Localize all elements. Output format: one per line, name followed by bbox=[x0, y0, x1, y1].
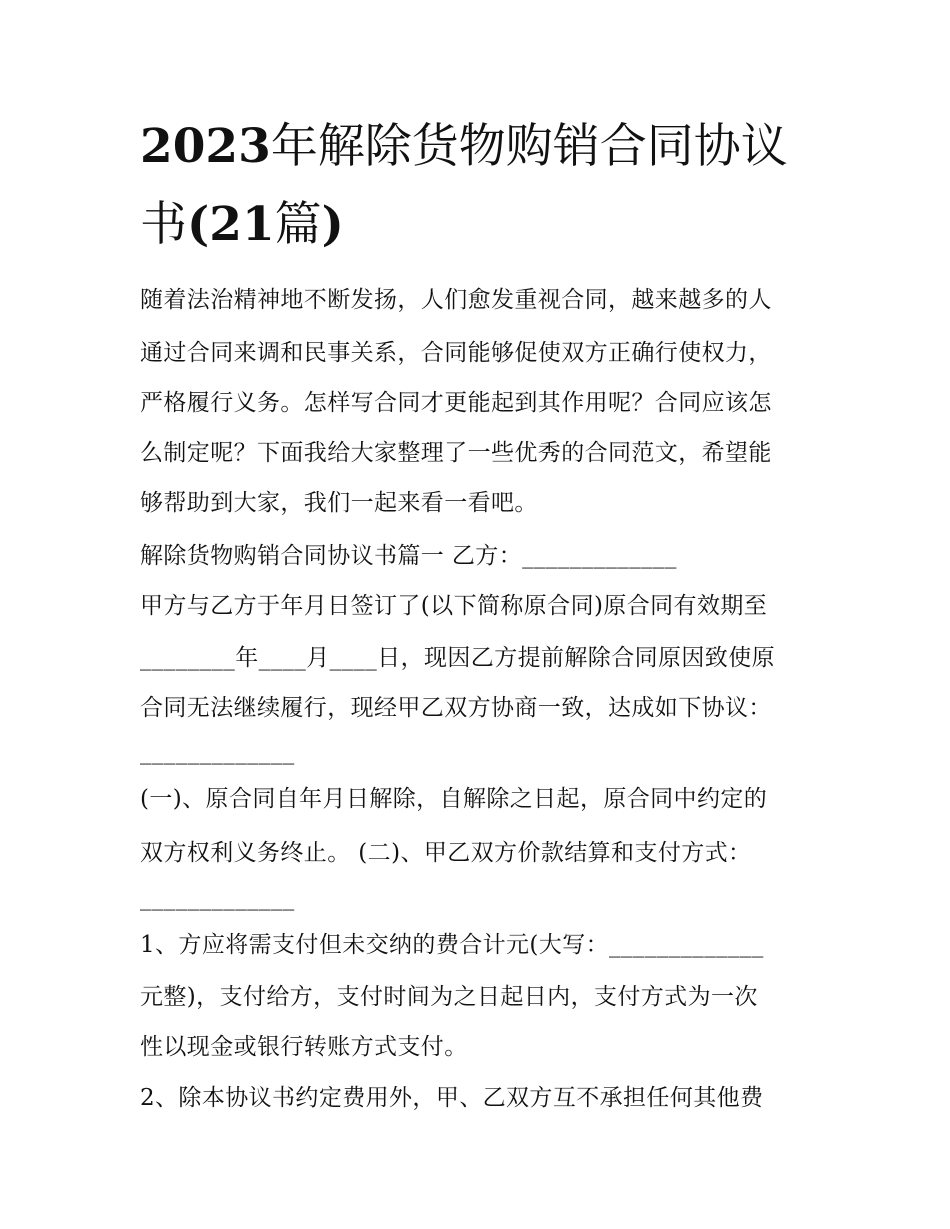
body-line: 2、除本协议书约定费用外，甲、乙双方互不承担任何其他费 bbox=[140, 1085, 764, 1111]
title-line-1 bbox=[140, 108, 830, 186]
blank-line: _____________ bbox=[140, 739, 295, 765]
title-text-2a: 书 bbox=[140, 197, 187, 252]
section-heading: 解除货物购销合同协议书篇一 乙方：_____________ bbox=[140, 543, 677, 569]
body-line: 1、方应将需支付但未交纳的费合计元(大写：_____________ bbox=[140, 932, 764, 958]
body-line: 够帮助到大家，我们一起来看一看吧。 bbox=[140, 490, 538, 516]
body-line: 合同无法继续履行，现经甲乙双方协商一致，达成如下协议： bbox=[140, 695, 772, 721]
body-line: 性以现金或银行转账方式支付。 bbox=[140, 1034, 468, 1060]
title-year: 2023 bbox=[140, 119, 271, 174]
body-line: ________年____月____日，现因乙方提前解除合同原因致使原 bbox=[140, 645, 775, 671]
body-line: 随着法治精神地不断发扬，人们愈发重视合同，越来越多的人 bbox=[140, 287, 772, 313]
body-line: 元整)，支付给方，支付时间为之日起日内，支付方式为一次 bbox=[140, 984, 758, 1010]
title-line-2 bbox=[140, 186, 830, 264]
body-line: 双方权利义务终止。 (二)、甲乙双方价款结算和支付方式： bbox=[140, 840, 752, 866]
title-text-2d: ) bbox=[321, 197, 344, 252]
title-text-2c: 篇 bbox=[274, 197, 322, 252]
body-line: 么制定呢？下面我给大家整理了一些优秀的合同范文，希望能 bbox=[140, 440, 772, 466]
body-line: 严格履行义务。怎样写合同才更能起到其作用呢？合同应该怎 bbox=[140, 390, 772, 416]
title-text: 年解除货物购销合同协议 bbox=[270, 119, 788, 174]
document-title bbox=[140, 108, 830, 264]
blank-line: _____________ bbox=[140, 885, 295, 911]
body-line: (一)、原合同自年月日解除，自解除之日起，原合同中约定的 bbox=[140, 786, 768, 812]
body-line: 甲方与乙方于年月日签订了(以下简称原合同)原合同有效期至 bbox=[140, 593, 768, 619]
body-line: 通过合同来调和民事关系，合同能够促使双方正确行使权力， bbox=[140, 340, 772, 366]
title-text-2b: (21 bbox=[187, 197, 275, 252]
